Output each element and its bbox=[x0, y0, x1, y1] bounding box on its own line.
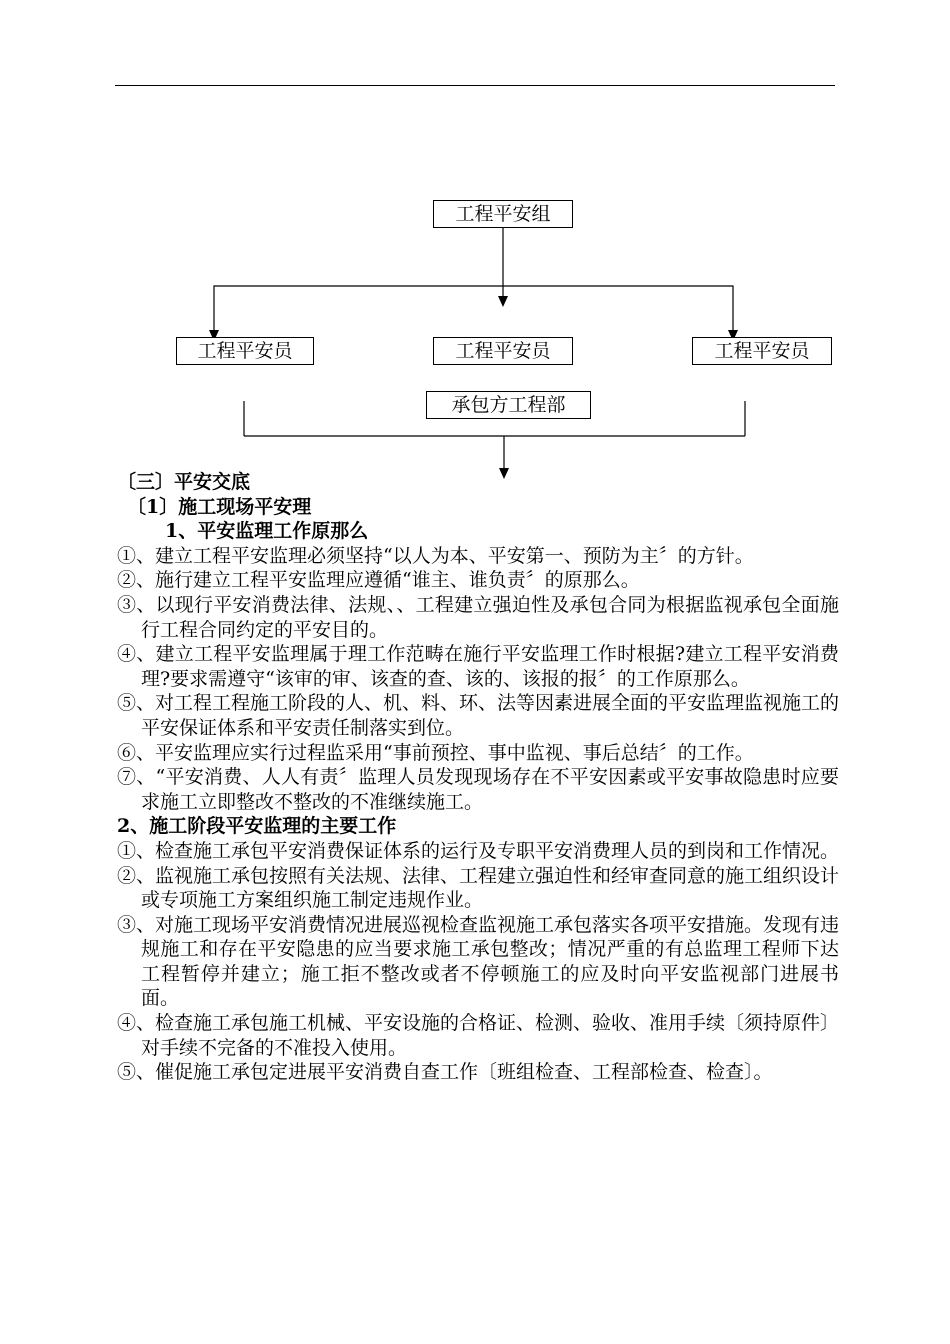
org-box-safety-group: 工程平安组 bbox=[433, 200, 573, 228]
document-body bbox=[117, 470, 839, 1085]
org-chart-connectors bbox=[0, 0, 950, 500]
subsection-heading: 〔1〕施工现场平安理 bbox=[127, 495, 312, 518]
org-chart bbox=[0, 0, 950, 500]
arrow-head-center bbox=[498, 296, 508, 307]
part1-item-7: ⑦、“平安消费、人人有责〞监理人员发现现场存在不平安因素或平安事故隐患时应要求施工立即整改不整改的不准继续施工。 bbox=[117, 766, 839, 813]
part1-item-6: ⑥、平安监理应实行过程监采用“事前预控、事中监视、事后总结〞的工作。 bbox=[117, 741, 754, 764]
part1-item-1: ①、建立工程平安监理必须坚持“以人为本、平安第一、预防为主〞的方针。 bbox=[117, 544, 754, 567]
part2-item-1: ①、检查施工承包平安消费保证体系的运行及专职平安消费理人员的到岗和工作情况。 bbox=[117, 839, 840, 862]
part2-item-3: ③、对施工现场平安消费情况进展巡视检查监视施工承包落实各项平安措施。发现有违规施工和存在平安隐患的应当要求施工承包整改；情况严重的有总监理工程师下达工程暂停并建立；施工拒不整改或者不停顿施工的应及时向平安监视部门进展书面。 bbox=[117, 913, 840, 1010]
part1-heading: 1、平安监理工作原那么 bbox=[165, 520, 369, 543]
part1-item-5: ⑤、对工程工程施工阶段的人、机、料、环、法等因素进展全面的平安监理监视施工的平安保证体系和平安责任制落实到位。 bbox=[117, 692, 840, 739]
part2-item-5: ⑤、催促施工承包定进展平安消费自查工作〔班组检查、工程部检查、检查〕。 bbox=[117, 1061, 773, 1084]
part2-item-4: ④、检查施工承包施工机械、平安设施的合格证、检测、验收、准用手续〔须持原件〕对手续不完备的不准投入使用。 bbox=[117, 1012, 840, 1059]
org-box-safety-officer-center: 工程平安员 bbox=[433, 337, 573, 365]
part1-item-3: ③、以现行平安消费法律、法规、、工程建立强迫性及承包合同为根据监视承包全面施行工程合同约定的平安目的。 bbox=[117, 593, 839, 641]
part2-item-2: ②、监视施工承包按照有关法规、法律、工程建立强迫性和经审查同意的施工组织设计或专项施工方案组织施工制定违规作业。 bbox=[117, 864, 840, 912]
connector-top-branch bbox=[214, 286, 733, 334]
org-box-safety-officer-left: 工程平安员 bbox=[176, 337, 314, 365]
part1-item-4: ④、建立工程平安监理属于理工作范畴在施行平安监理工作时根据?建立工程平安消费理?要求需遵守“该审的审、该查的查、该的、该报的报〞的工作原那么。 bbox=[117, 643, 839, 690]
section-heading: 〔三〕平安交底 bbox=[117, 471, 251, 493]
part2-heading: 2、施工阶段平安监理的主要工作 bbox=[117, 815, 397, 838]
org-box-safety-officer-right: 工程平安员 bbox=[692, 337, 832, 365]
org-box-contractor-dept: 承包方工程部 bbox=[426, 391, 591, 419]
part1-item-2: ②、施行建立工程平安监理应遵循“谁主、谁负责〞的原那么。 bbox=[117, 569, 640, 592]
